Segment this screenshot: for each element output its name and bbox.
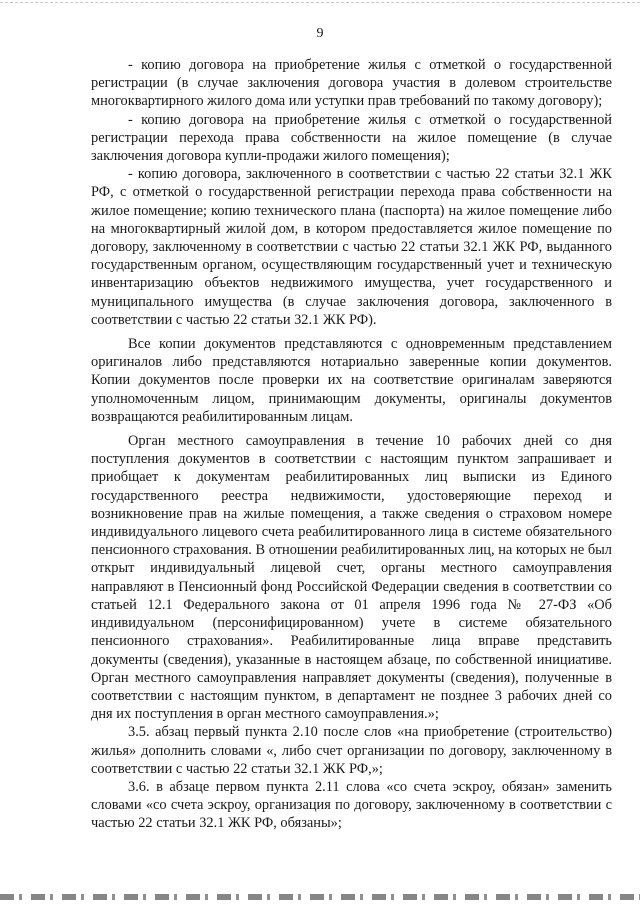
page-number: 9 bbox=[316, 26, 324, 41]
paragraph-copies-originals: Все копии документов представляются с одновременным представлением оригиналов либо представляются нотариально заверенные копии документов. Копии документов после проверки их на соответствие оригиналам заверяются уполномоченным лицом, принимающим документы, оригиналы документов возвращаются реабилитированным лицам. bbox=[91, 336, 612, 425]
paragraph-copy-contract-art-32-1: - копию договора, заключенного в соответствии с частью 22 статьи 32.1 ЖК РФ, с отметкой о государственной регистрации перехода права собственности на жилое помещение; копию технического плана (паспорта) на жилое помещение либо на многоквартирный жилой дом, в котором предоставляется жилое помещение по договору, заключенному в соответствии с частью 22 статьи 32.1 ЖК РФ, выданного государственным органом, осуществляющим государственный учет и техническую инвентаризацию объектов недвижимого имущества, учет государственного и муниципального имущества (в случае заключения договора, заключенного в соответствии с частью 22 статьи 32.1 ЖК РФ). bbox=[91, 166, 612, 328]
paragraph-copy-contract-shared: - копию договора на приобретение жилья с отметкой о государственной регистрации (в случае заключения договора участия в долевом строительстве многоквартирного жилого дома или уступки прав требований по такому договору); bbox=[91, 57, 612, 110]
paragraph-copy-contract-purchase: - копию договора на приобретение жилья с отметкой о государственной регистрации перехода права собственности на жилое помещение (в случае заключения договора купли-продажи жилого помещения); bbox=[91, 111, 612, 165]
paragraph-3-5: 3.5. абзац первый пункта 2.10 после слов «на приобретение (строительство) жилья» дополнить словами «, либо счет организации по договору, заключенному в соответствии с частью 22 статьи 32.1 ЖК РФ,»; bbox=[91, 724, 612, 777]
paragraph-local-authority: Орган местного самоуправления в течение 10 рабочих дней со дня поступления документов в соответствии с настоящим пунктом запрашивает и приобщает к документам реабилитированных лиц выписки из Единого государственного реестра недвижимости, удостоверяющие переход и возникновение прав на жилые помещения, а также сведения о страховом номере индивидуального лицевого счета реабилитированного лица в системе обязательного пенсионного страхования. В отношении реабилитированных лиц, на которых не был открыт индивидуальный лицевой счет, органы местного самоуправления направляют в Пенсионный фонд Российской Федерации сведения в соответствии со статьей 12.1 Федерального закона от 01 апреля 1996 года № 27-ФЗ «Об индивидуальном (персонифицированном) учете в системе обязательного пенсионного страхования». Реабилитированные лица вправе представить документы (сведения), указанные в настоящем абзаце, по собственной инициативе. Орган местного самоуправления направляет документы (сведения), полученные в соответствии с настоящим пунктом, в департамент не позднее 3 рабочих дней со дня их поступления в орган местного самоуправления.»; bbox=[91, 433, 612, 723]
document-body bbox=[91, 56, 612, 833]
scan-edge-top bbox=[0, 0, 640, 3]
scan-edge-bottom bbox=[0, 894, 640, 900]
paragraph-3-6: 3.6. в абзаце первом пункта 2.11 слова «со счета эскроу, обязан» заменить словами «со счета эскроу, организация по договору, заключенному в соответствии с частью 22 статьи 32.1 ЖК РФ, обязаны»; bbox=[91, 778, 612, 832]
